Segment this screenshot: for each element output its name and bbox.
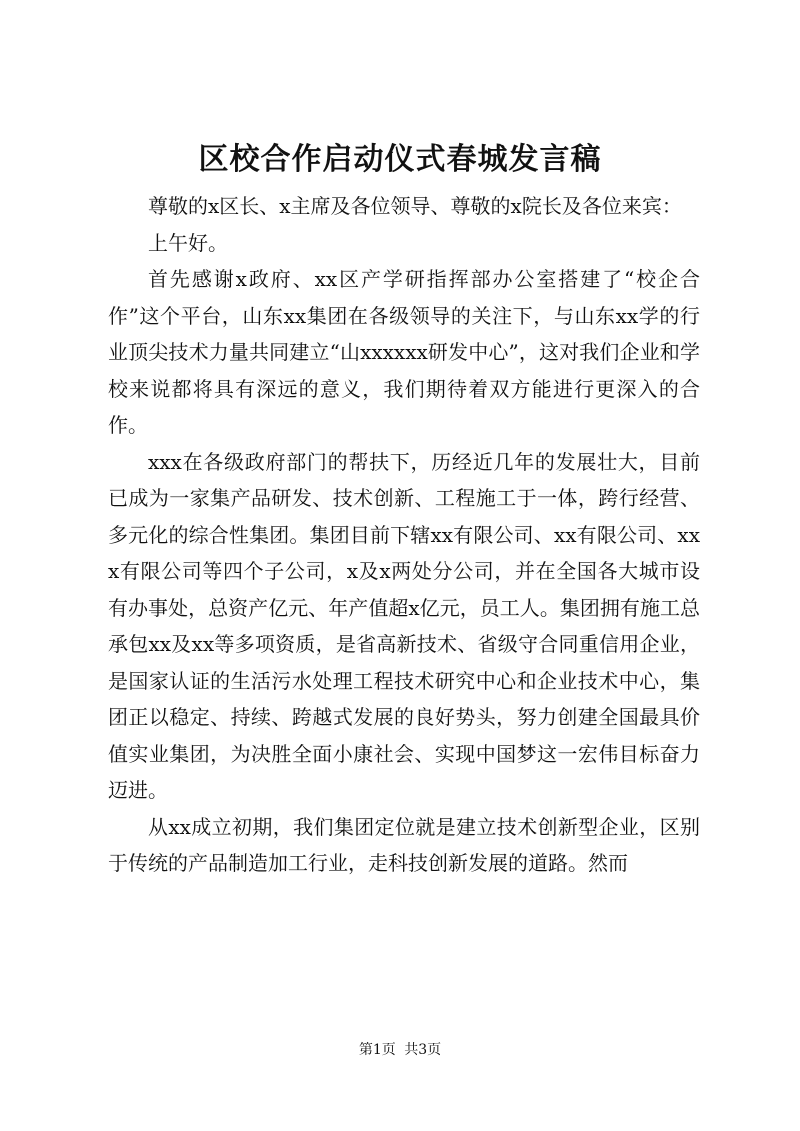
page-number: 第1页 [358,1042,396,1058]
paragraph-greeting-addressees: 尊敬的x区长、x主席及各位领导、尊敬的x院长及各位来宾： [148,194,682,218]
paragraph-company-intro: xxx在各级政府部门的帮扶下，历经近几年的发展壮大，目前已成为一家集产品研发、技术创新、工程施工于一体，跨行经营、多元化的综合性集团。集团目前下辖xx有限公司、xx有限公司、xxx有限公司等四个子公司，x及x两处分公司，并在全国各大城市设有办事处，总资产亿元、年产值超x亿元，员工人。集团拥有施工总承包xx及xx等多项资质，是省高新技术、省级守合同重信用企业，是国家认证的生活污水处理工程技术研究中心和企业技术中心，集团正以稳定、持续、跨越式发展的良好势头，努力创建全国最具价值实业集团，为决胜全面小康社会、实现中国梦这一宏伟目标奋力迈进。 [108,449,700,802]
page-footer [0,1041,800,1059]
document-body [108,188,700,882]
paragraph-company-positioning: 从xx成立初期，我们集团定位就是建立技术创新型企业，区别于传统的产品制造加工行业，走科技创新发展的道路。然而 [108,814,700,875]
document-title: 区校合作启动仪式春城发言稿 [198,142,602,177]
paragraph-good-morning: 上午好。 [148,230,228,255]
page-total: 共3页 [404,1042,442,1058]
paragraph-thanks: 首先感谢x政府、xx区产学研指挥部办公室搭建了“校企合作”这个平台，山东xx集团在各级领导的关注下，与山东xx学的行业顶尖技术力量共同建立“山xxxxxx研发中心”，这对我们企业和学校来说都将具有深远的意义，我们期待着双方能进行更深入的合作。 [108,267,700,437]
